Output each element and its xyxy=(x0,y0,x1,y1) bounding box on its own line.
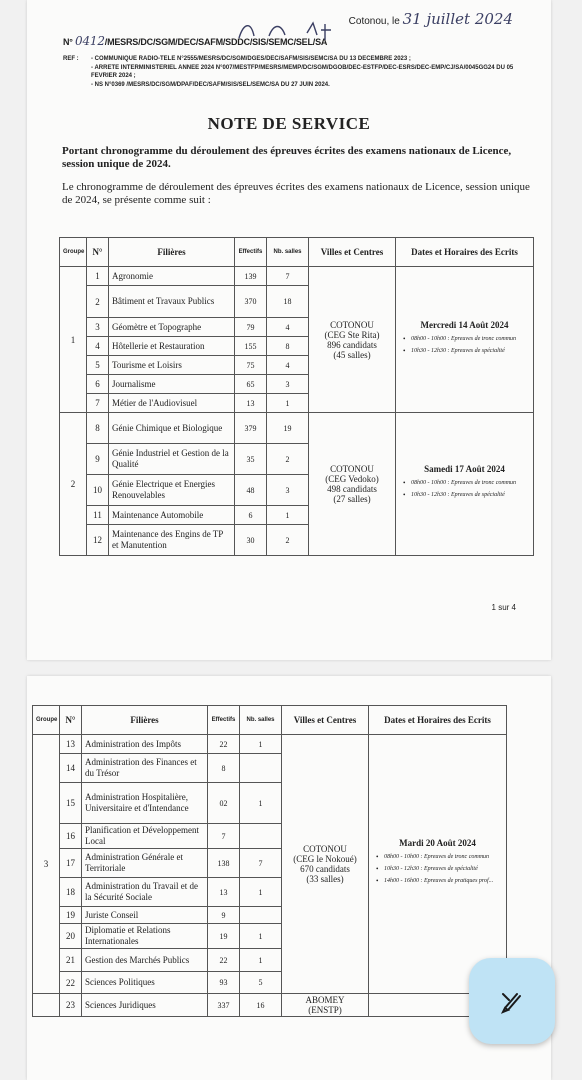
effectif: 48 xyxy=(235,475,267,506)
document-subject: Portant chronogramme du déroulement des épreuves écrites des examens nationaux de Licence, session unique de 2024. xyxy=(62,145,512,170)
header-dates: Dates et Horaires des Ecrits xyxy=(369,706,507,735)
row-number: 9 xyxy=(87,444,109,475)
row-number: 3 xyxy=(87,318,109,337)
header-groupe: Groupe xyxy=(33,706,60,735)
effectif: 139 xyxy=(235,267,267,286)
row-number: 1 xyxy=(87,267,109,286)
city-date-label: Cotonou, le xyxy=(348,16,400,27)
row-number: 4 xyxy=(87,337,109,356)
filiere-name: Administration Hospitalière, Universitaire et d'Intendance xyxy=(82,783,208,824)
row-number: 5 xyxy=(87,356,109,375)
row-number: 17 xyxy=(60,849,82,878)
salles-count: 1 xyxy=(267,506,309,525)
filiere-name: Métier de l'Audiovisuel xyxy=(109,394,235,413)
edit-button[interactable] xyxy=(469,958,555,1044)
header-effectifs: Effectifs xyxy=(235,238,267,267)
row-number: 18 xyxy=(60,878,82,907)
exam-schedule xyxy=(396,413,534,556)
references-block xyxy=(63,55,533,89)
effectif: 9 xyxy=(208,907,240,924)
header-salles: Nb. salles xyxy=(267,238,309,267)
time-slot: • 10h30 - 12h30 : Epreuves de spécialité xyxy=(411,348,530,355)
header-salles: Nb. salles xyxy=(240,706,282,735)
table-row xyxy=(60,267,534,286)
ref-handwritten-number: 0412 xyxy=(75,34,105,48)
centre-salles: (27 salles) xyxy=(333,494,371,504)
centre-candidats: 896 candidats xyxy=(327,339,377,350)
effectif: 8 xyxy=(208,754,240,783)
header-no: N° xyxy=(60,706,82,735)
row-number: 8 xyxy=(87,413,109,444)
reference-item: - NS N°0369 /MESRS/DC/SGM/DPAF/DEC/SAFM/SIS/SEL/SEMC/SA DU 27 JUIN 2024. xyxy=(91,81,330,88)
effectif: 35 xyxy=(235,444,267,475)
header-dates: Dates et Horaires des Ecrits xyxy=(396,238,534,267)
centre-lieu: (CEG Vedoko) xyxy=(325,474,379,484)
time-slot: • 08h00 - 10h00 : Epreuves de tronc commun xyxy=(411,336,530,343)
effectif: 13 xyxy=(208,878,240,907)
exam-schedule xyxy=(369,735,507,994)
effectif: 75 xyxy=(235,356,267,375)
ref-prefix: N° xyxy=(63,37,73,47)
time-slot: • 10h30 - 12h30 : Epreuves de spécialité xyxy=(384,866,503,873)
time-slot: • 10h30 - 12h30 : Epreuves de spécialité xyxy=(411,492,530,499)
exam-date: Samedi 17 Août 2024 xyxy=(424,464,505,474)
group-id: 1 xyxy=(60,267,87,413)
filiere-name: Sciences Juridiques xyxy=(82,994,208,1017)
filiere-name: Génie Industriel et Gestion de la Qualité xyxy=(109,444,235,475)
salles-count: 7 xyxy=(240,849,282,878)
salles-count: 1 xyxy=(240,924,282,949)
row-number: 16 xyxy=(60,824,82,849)
filiere-name: Administration des Impôts xyxy=(82,735,208,754)
document-page-1 xyxy=(27,0,551,660)
exam-date: Mercredi 14 Août 2024 xyxy=(420,319,509,330)
effectif: 02 xyxy=(208,783,240,824)
filiere-name: Administration Générale et Territoriale xyxy=(82,849,208,878)
exam-date: Mardi 20 Août 2024 xyxy=(399,838,476,848)
centre-candidats: 498 candidats xyxy=(327,484,377,494)
salles-count xyxy=(240,824,282,849)
centre-ville: ABOMEY xyxy=(305,995,345,1005)
salles-count: 1 xyxy=(240,735,282,754)
filiere-name: Agronomie xyxy=(109,267,235,286)
group-id: 3 xyxy=(33,735,60,994)
exam-centre xyxy=(282,735,369,994)
centre-ville: COTONOU xyxy=(330,319,374,330)
row-number: 19 xyxy=(60,907,82,924)
salles-count: 19 xyxy=(267,413,309,444)
effectif: 155 xyxy=(235,337,267,356)
handwritten-scribble xyxy=(199,18,359,44)
salles-count xyxy=(240,754,282,783)
document-title: NOTE DE SERVICE xyxy=(207,114,371,133)
header-filieres: Filières xyxy=(82,706,208,735)
centre-lieu: (CEG Ste Rita) xyxy=(324,329,380,340)
row-number: 11 xyxy=(87,506,109,525)
effectif: 7 xyxy=(208,824,240,849)
row-number: 7 xyxy=(87,394,109,413)
salles-count: 4 xyxy=(267,318,309,337)
header-centres: Villes et Centres xyxy=(282,706,369,735)
effectif: 22 xyxy=(208,735,240,754)
effectif: 93 xyxy=(208,972,240,994)
header-filieres: Filières xyxy=(109,238,235,267)
references-label: REF : xyxy=(63,56,79,62)
filiere-name: Hôtellerie et Restauration xyxy=(109,337,235,356)
centre-candidats: 670 candidats xyxy=(300,864,350,874)
filiere-name: Administration des Finances et du Trésor xyxy=(82,754,208,783)
exam-centre-2 xyxy=(282,994,369,1017)
effectif: 6 xyxy=(235,506,267,525)
handwritten-date: 31 juillet 2024 xyxy=(402,10,513,28)
filiere-name: Gestion des Marchés Publics xyxy=(82,949,208,972)
salles-count: 8 xyxy=(267,337,309,356)
effectif: 65 xyxy=(235,375,267,394)
salles-count: 3 xyxy=(267,475,309,506)
table-row xyxy=(33,994,507,1017)
group-id: 2 xyxy=(60,413,87,556)
filiere-name: Bâtiment et Travaux Publics xyxy=(109,286,235,318)
row-number: 10 xyxy=(87,475,109,506)
row-number: 22 xyxy=(60,972,82,994)
exam-centre xyxy=(309,267,396,413)
exam-centre xyxy=(309,413,396,556)
filiere-name: Géomètre et Topographe xyxy=(109,318,235,337)
filiere-name: Administration du Travail et de la Sécurité Sociale xyxy=(82,878,208,907)
exam-schedule xyxy=(396,267,534,413)
effectif: 138 xyxy=(208,849,240,878)
effectif: 370 xyxy=(235,286,267,318)
table-row xyxy=(33,735,507,754)
effectif: 337 xyxy=(208,994,240,1017)
centre-lieu: (CEG le Nokoué) xyxy=(293,854,357,864)
salles-count: 2 xyxy=(267,525,309,556)
reference-item: - COMMUNIQUE RADIO-TELE N°2555/MESRS/DC/SGM/DGES/DEC/SAFM/SIS/SEMC/SA DU 13 DECEMBRE 2023 ; xyxy=(91,56,411,62)
filiere-name: Maintenance Automobile xyxy=(109,506,235,525)
salles-count: 1 xyxy=(267,394,309,413)
row-number: 12 xyxy=(87,525,109,556)
header-no: N° xyxy=(87,238,109,267)
page-number: 1 sur 4 xyxy=(491,603,516,612)
time-slot: • 08h00 - 10h00 : Epreuves de tronc commun xyxy=(384,854,503,861)
row-number: 20 xyxy=(60,924,82,949)
row-number: 2 xyxy=(87,286,109,318)
salles-count: 2 xyxy=(267,444,309,475)
row-number: 6 xyxy=(87,375,109,394)
schedule-table-page2 xyxy=(32,705,507,1017)
row-number: 15 xyxy=(60,783,82,824)
group-id-continued xyxy=(33,994,60,1017)
effectif: 30 xyxy=(235,525,267,556)
centre-ville: COTONOU xyxy=(303,844,347,854)
salles-count: 1 xyxy=(240,878,282,907)
effectif: 22 xyxy=(208,949,240,972)
filiere-name: Juriste Conseil xyxy=(82,907,208,924)
edit-pen-icon xyxy=(497,986,527,1016)
time-slot: • 14h00 - 16h00 : Epreuves de pratiques prof... xyxy=(384,878,503,885)
centre-salles: (45 salles) xyxy=(333,349,371,360)
effectif: 13 xyxy=(235,394,267,413)
ref-code: /MESRS/DC/SGM/DEC/SAFM/SDDC/SIS/SEMC/SEL/SA xyxy=(104,37,328,47)
row-number: 14 xyxy=(60,754,82,783)
salles-count: 1 xyxy=(240,783,282,824)
filiere-name: Génie Chimique et Biologique xyxy=(109,413,235,444)
header-groupe: Groupe xyxy=(60,238,87,267)
filiere-name: Journalisme xyxy=(109,375,235,394)
salles-count: 3 xyxy=(267,375,309,394)
document-intro: Le chronogramme de déroulement des épreuves écrites des examens nationaux de Licence, session unique de 2024, se présente comme suit : xyxy=(62,181,530,206)
effectif: 379 xyxy=(235,413,267,444)
row-number: 23 xyxy=(60,994,82,1017)
filiere-name: Tourisme et Loisirs xyxy=(109,356,235,375)
row-number: 21 xyxy=(60,949,82,972)
effectif: 19 xyxy=(208,924,240,949)
header-effectifs: Effectifs xyxy=(208,706,240,735)
filiere-name: Diplomatie et Relations Internationales xyxy=(82,924,208,949)
effectif: 79 xyxy=(235,318,267,337)
salles-count: 7 xyxy=(267,267,309,286)
time-slot: • 08h00 - 10h00 : Epreuves de tronc commun xyxy=(411,480,530,487)
salles-count: 18 xyxy=(267,286,309,318)
filiere-name: Planification et Développement Local xyxy=(82,824,208,849)
reference-item: - ARRETE INTERMINISTERIEL ANNEE 2024 N°007/MESTFP/MESRS/MEMP/DC/SGM/DGOB/DEC-ESTFP/DEC-ESRS/DEC-EMP/CJ/SA/0045GG24 DU 05 FEVRIER 2024 ; xyxy=(91,64,514,79)
salles-count: 1 xyxy=(240,949,282,972)
salles-count: 16 xyxy=(240,994,282,1017)
filiere-name: Sciences Politiques xyxy=(82,972,208,994)
schedule-table-page1 xyxy=(59,237,534,556)
centre-lieu: (ENSTP) xyxy=(308,1005,342,1015)
table-row xyxy=(60,413,534,444)
header-centres: Villes et Centres xyxy=(309,238,396,267)
city-date xyxy=(349,10,513,28)
salles-count xyxy=(240,907,282,924)
filiere-name: Maintenance des Engins de TP et Manutention xyxy=(109,525,235,556)
salles-count: 5 xyxy=(240,972,282,994)
salles-count: 4 xyxy=(267,356,309,375)
filiere-name: Génie Electrique et Energies Renouvelables xyxy=(109,475,235,506)
centre-ville: COTONOU xyxy=(330,464,374,474)
row-number: 13 xyxy=(60,735,82,754)
centre-salles: (33 salles) xyxy=(306,874,344,884)
